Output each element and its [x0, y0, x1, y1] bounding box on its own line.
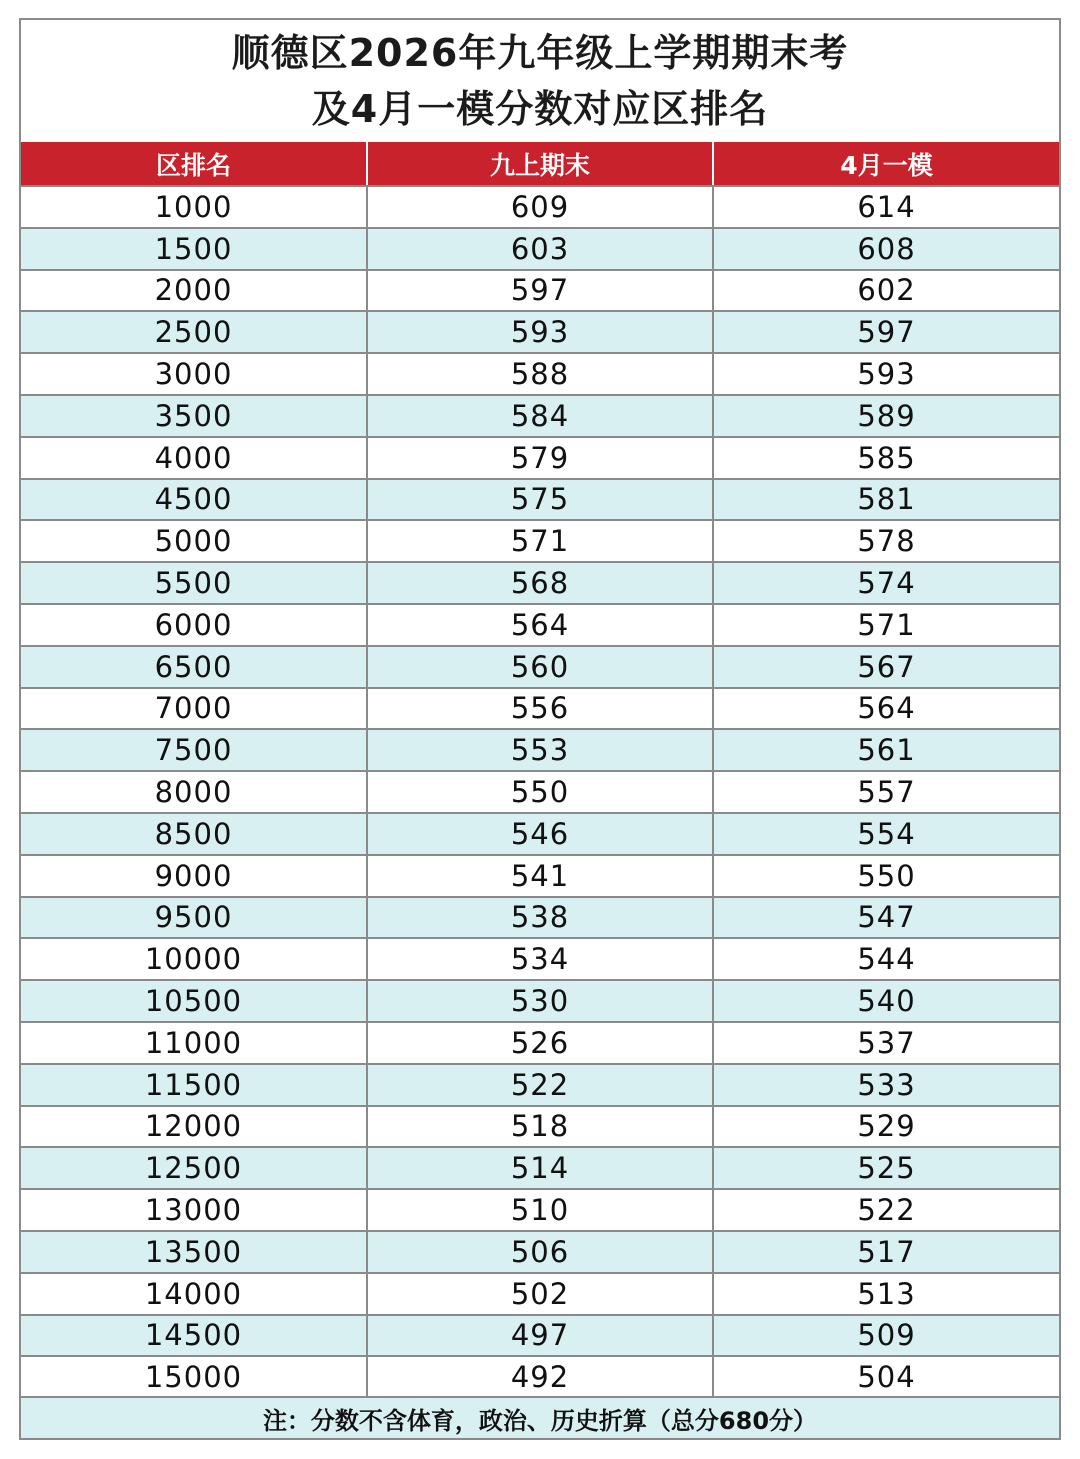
cell-term-final-score: 522: [367, 1064, 713, 1106]
cell-district-rank: 6500: [21, 646, 367, 688]
cell-april-mock-score: 550: [713, 855, 1059, 897]
cell-april-mock-score: 574: [713, 562, 1059, 604]
cell-term-final-score: 609: [367, 186, 713, 228]
cell-district-rank: 3500: [21, 395, 367, 437]
rank-score-table: [21, 142, 1059, 1399]
cell-term-final-score: 546: [367, 813, 713, 855]
cell-term-final-score: 492: [367, 1356, 713, 1398]
cell-term-final-score: 588: [367, 353, 713, 395]
cell-district-rank: 2000: [21, 270, 367, 312]
cell-april-mock-score: 614: [713, 186, 1059, 228]
cell-april-mock-score: 525: [713, 1147, 1059, 1189]
table-row: [21, 1106, 1059, 1148]
cell-term-final-score: 575: [367, 479, 713, 521]
cell-district-rank: 11000: [21, 1022, 367, 1064]
cell-april-mock-score: 533: [713, 1064, 1059, 1106]
cell-district-rank: 12500: [21, 1147, 367, 1189]
title-line-1: 顺德区2026年九年级上学期期末考: [231, 31, 849, 75]
cell-term-final-score: 497: [367, 1315, 713, 1357]
table-row: [21, 228, 1059, 270]
cell-april-mock-score: 581: [713, 479, 1059, 521]
cell-april-mock-score: 554: [713, 813, 1059, 855]
table-row: [21, 270, 1059, 312]
cell-district-rank: 3000: [21, 353, 367, 395]
cell-april-mock-score: 597: [713, 311, 1059, 353]
table-row: [21, 1273, 1059, 1315]
cell-term-final-score: 550: [367, 771, 713, 813]
cell-term-final-score: 584: [367, 395, 713, 437]
table-row: [21, 771, 1059, 813]
cell-term-final-score: 597: [367, 270, 713, 312]
table-row: [21, 437, 1059, 479]
header-term-final: 九上期末: [367, 142, 713, 186]
cell-term-final-score: 593: [367, 311, 713, 353]
cell-district-rank: 13000: [21, 1189, 367, 1231]
cell-district-rank: 9000: [21, 855, 367, 897]
cell-term-final-score: 560: [367, 646, 713, 688]
cell-district-rank: 9500: [21, 897, 367, 939]
cell-district-rank: 12000: [21, 1106, 367, 1148]
header-district-rank: 区排名: [21, 142, 367, 186]
cell-april-mock-score: 544: [713, 938, 1059, 980]
cell-april-mock-score: 585: [713, 437, 1059, 479]
cell-district-rank: 7500: [21, 729, 367, 771]
table-row: [21, 855, 1059, 897]
score-table-card: [19, 18, 1061, 1440]
cell-term-final-score: 502: [367, 1273, 713, 1315]
cell-district-rank: 15000: [21, 1356, 367, 1398]
table-row: [21, 479, 1059, 521]
footnote: 注：分数不含体育，政治、历史折算（总分680分）: [21, 1396, 1059, 1438]
table-row: [21, 938, 1059, 980]
table-row: [21, 897, 1059, 939]
cell-district-rank: 8500: [21, 813, 367, 855]
cell-april-mock-score: 557: [713, 771, 1059, 813]
table-row: [21, 1064, 1059, 1106]
cell-district-rank: 14000: [21, 1273, 367, 1315]
cell-district-rank: 11500: [21, 1064, 367, 1106]
cell-april-mock-score: 540: [713, 980, 1059, 1022]
table-row: [21, 729, 1059, 771]
table-row: [21, 395, 1059, 437]
table-header-row: [21, 142, 1059, 186]
cell-april-mock-score: 578: [713, 520, 1059, 562]
cell-april-mock-score: 567: [713, 646, 1059, 688]
table-row: [21, 604, 1059, 646]
cell-april-mock-score: 564: [713, 688, 1059, 730]
cell-district-rank: 1000: [21, 186, 367, 228]
cell-district-rank: 5000: [21, 520, 367, 562]
table-row: [21, 311, 1059, 353]
cell-district-rank: 14500: [21, 1315, 367, 1357]
table-row: [21, 1231, 1059, 1273]
cell-term-final-score: 579: [367, 437, 713, 479]
cell-april-mock-score: 593: [713, 353, 1059, 395]
cell-april-mock-score: 571: [713, 604, 1059, 646]
cell-term-final-score: 534: [367, 938, 713, 980]
table-row: [21, 1189, 1059, 1231]
table-row: [21, 353, 1059, 395]
cell-april-mock-score: 602: [713, 270, 1059, 312]
table-row: [21, 186, 1059, 228]
cell-term-final-score: 518: [367, 1106, 713, 1148]
cell-april-mock-score: 537: [713, 1022, 1059, 1064]
cell-term-final-score: 568: [367, 562, 713, 604]
cell-term-final-score: 538: [367, 897, 713, 939]
cell-term-final-score: 510: [367, 1189, 713, 1231]
cell-term-final-score: 556: [367, 688, 713, 730]
cell-term-final-score: 530: [367, 980, 713, 1022]
cell-term-final-score: 541: [367, 855, 713, 897]
cell-district-rank: 4500: [21, 479, 367, 521]
cell-district-rank: 1500: [21, 228, 367, 270]
table-row: [21, 646, 1059, 688]
cell-april-mock-score: 529: [713, 1106, 1059, 1148]
cell-april-mock-score: 513: [713, 1273, 1059, 1315]
cell-district-rank: 6000: [21, 604, 367, 646]
header-april-mock: 4月一模: [713, 142, 1059, 186]
cell-district-rank: 13500: [21, 1231, 367, 1273]
cell-district-rank: 8000: [21, 771, 367, 813]
cell-term-final-score: 506: [367, 1231, 713, 1273]
cell-april-mock-score: 608: [713, 228, 1059, 270]
table-row: [21, 520, 1059, 562]
cell-district-rank: 10000: [21, 938, 367, 980]
table-row: [21, 1356, 1059, 1398]
table-row: [21, 1147, 1059, 1189]
table-row: [21, 1022, 1059, 1064]
cell-term-final-score: 571: [367, 520, 713, 562]
cell-april-mock-score: 589: [713, 395, 1059, 437]
cell-district-rank: 5500: [21, 562, 367, 604]
title-block: [21, 20, 1059, 142]
cell-april-mock-score: 522: [713, 1189, 1059, 1231]
cell-april-mock-score: 517: [713, 1231, 1059, 1273]
table-row: [21, 688, 1059, 730]
table-row: [21, 562, 1059, 604]
table-body: [21, 186, 1059, 1398]
cell-district-rank: 4000: [21, 437, 367, 479]
cell-district-rank: 7000: [21, 688, 367, 730]
cell-term-final-score: 564: [367, 604, 713, 646]
cell-term-final-score: 526: [367, 1022, 713, 1064]
cell-term-final-score: 514: [367, 1147, 713, 1189]
cell-april-mock-score: 509: [713, 1315, 1059, 1357]
cell-district-rank: 10500: [21, 980, 367, 1022]
cell-term-final-score: 603: [367, 228, 713, 270]
cell-term-final-score: 553: [367, 729, 713, 771]
title-line-2: 及4月一模分数对应区排名: [311, 87, 769, 131]
cell-april-mock-score: 504: [713, 1356, 1059, 1398]
table-row: [21, 813, 1059, 855]
cell-district-rank: 2500: [21, 311, 367, 353]
cell-april-mock-score: 547: [713, 897, 1059, 939]
table-row: [21, 980, 1059, 1022]
table-row: [21, 1315, 1059, 1357]
cell-april-mock-score: 561: [713, 729, 1059, 771]
